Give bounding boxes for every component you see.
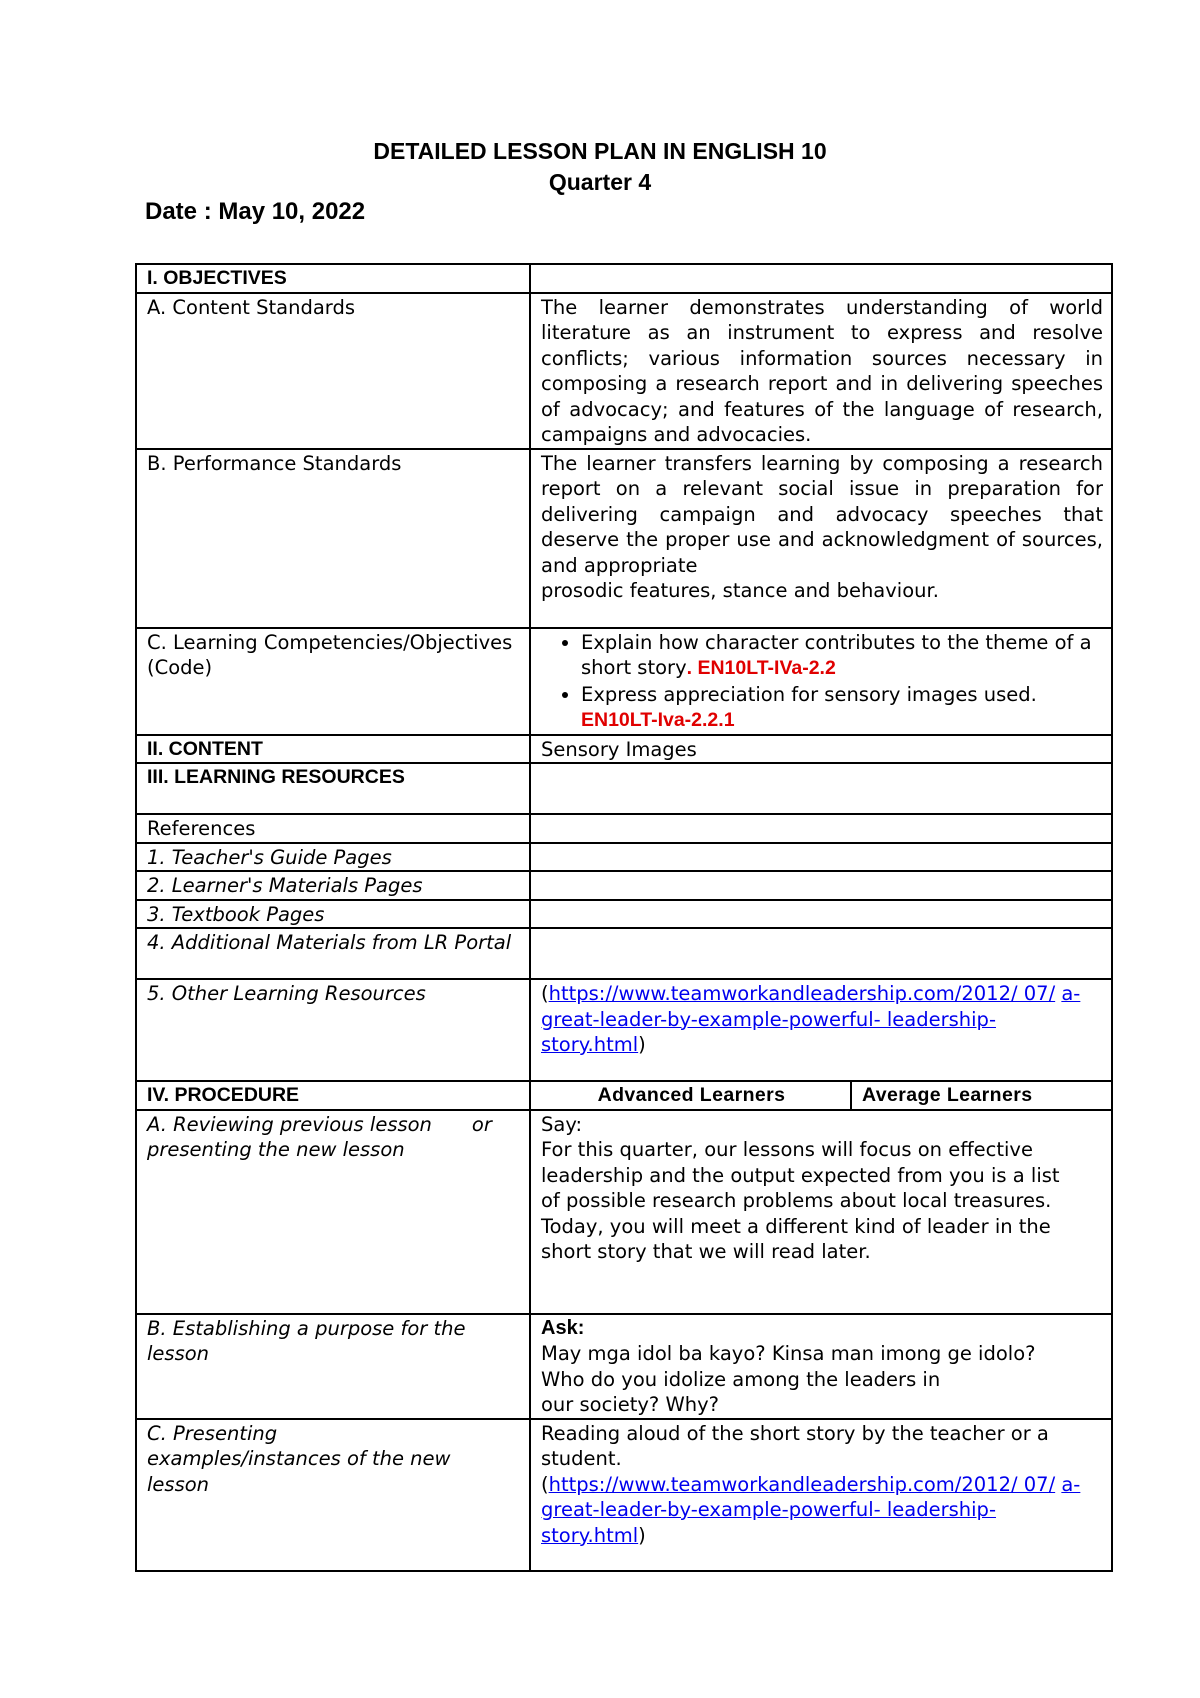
competency-code: EN10LT-IVa-2.2	[697, 657, 836, 679]
performance-standards-cell	[530, 449, 1112, 628]
competency-code: EN10LT-Iva-2.2.1	[581, 709, 735, 731]
quarter-label: Quarter 4	[548, 169, 652, 195]
ask-question: Who do you idolize among the leaders in our society? Why?	[541, 1367, 941, 1416]
learners-materials-empty-cell	[530, 871, 1112, 900]
document-title: DETAILED LESSON PLAN IN ENGLISH 10	[373, 138, 827, 164]
link-close-paren: )	[638, 1033, 646, 1056]
lesson-plan-table	[135, 263, 1113, 1572]
learning-resources-row	[136, 763, 1112, 814]
textbook-label: 3. Textbook Pages	[136, 900, 530, 929]
resource-link[interactable]: story.html	[541, 1523, 639, 1547]
other-resources-label: 5. Other Learning Resources	[136, 979, 530, 1081]
competency-item	[581, 682, 1103, 734]
learners-materials-row	[136, 871, 1112, 900]
objectives-empty-cell	[530, 264, 1112, 293]
reviewing-label	[136, 1110, 530, 1314]
resource-link[interactable]: story.html	[541, 1033, 639, 1056]
reviewing-label-end: presenting the new lesson	[147, 1138, 405, 1161]
competency-text: Explain how character contributes to the theme of a short story	[581, 630, 1092, 679]
ask-label: Ask:	[541, 1316, 585, 1339]
learning-resources-heading: III. LEARNING RESOURCES	[136, 763, 530, 814]
reviewing-label-start: A. Reviewing previous lesson	[147, 1112, 432, 1136]
reviewing-paragraph: For this quarter, our lessons will focus on effective leadership and the output expected from you is a list of possible research problems about local treasures.	[541, 1138, 1060, 1212]
content-row	[136, 735, 1112, 764]
average-learners-header: Average Learners	[851, 1081, 1112, 1110]
presenting-examples-label: C. Presenting examples/instances of the new lesson	[136, 1419, 530, 1571]
link-open-paren: (	[541, 982, 549, 1005]
presenting-examples-cell	[530, 1419, 1112, 1571]
reviewing-paragraph: Today, you will meet a different kind of leader in the short story that we will read later.	[541, 1214, 1051, 1263]
competencies-cell	[530, 628, 1112, 735]
learners-materials-label: 2. Learner's Materials Pages	[136, 871, 530, 900]
references-label: References	[136, 814, 530, 843]
reviewing-say: Say:	[541, 1112, 583, 1136]
establishing-purpose-label: B. Establishing a purpose for the lesson	[136, 1314, 530, 1419]
competencies-list	[541, 630, 1103, 734]
references-empty-cell	[530, 814, 1112, 843]
establishing-purpose-cell	[530, 1314, 1112, 1419]
link-close-paren: )	[638, 1523, 646, 1547]
reviewing-label-or: or	[471, 1112, 492, 1136]
competencies-row	[136, 628, 1112, 735]
procedure-heading: IV. PROCEDURE	[136, 1081, 530, 1110]
reviewing-cell	[530, 1110, 1112, 1314]
link-open-paren: (	[541, 1472, 549, 1496]
resource-link[interactable]: https://www.teamworkandleadership.com/2012/ 07/	[548, 982, 1056, 1005]
performance-standards-text: The learner transfers learning by composing a research report on a relevant social issue in preparation for delivering campaign and advocacy speeches that deserve the proper use and acknowledgment of sources, and appropriate	[541, 451, 1103, 577]
content-standards-text: The learner demonstrates understanding of world literature as an instrument to express and resolve conflicts; various information sources necessary in composing a research report and in delivering speeches of advocacy; and features of the language of research, campaigns and advocacies.	[530, 293, 1112, 449]
teachers-guide-row	[136, 843, 1112, 872]
references-row	[136, 814, 1112, 843]
teachers-guide-empty-cell	[530, 843, 1112, 872]
content-value: Sensory Images	[530, 735, 1112, 764]
presenting-examples-text: Reading aloud of the short story by the teacher or a student.	[541, 1421, 1049, 1470]
lesson-date: Date : May 10, 2022	[145, 198, 366, 225]
advanced-learners-header: Advanced Learners	[530, 1081, 851, 1110]
presenting-examples-link-block	[541, 1472, 1103, 1549]
additional-materials-label: 4. Additional Materials from LR Portal	[136, 928, 530, 979]
establishing-purpose-row	[136, 1314, 1112, 1419]
textbook-row	[136, 900, 1112, 929]
competencies-label: C. Learning Competencies/Objectives (Code)	[136, 628, 530, 735]
performance-standards-label: B. Performance Standards	[136, 449, 530, 628]
content-standards-row	[136, 293, 1112, 449]
presenting-examples-row	[136, 1419, 1112, 1571]
competency-text: Express appreciation for sensory images used.	[581, 682, 1037, 706]
procedure-header-row	[136, 1081, 1112, 1110]
additional-materials-empty-cell	[530, 928, 1112, 979]
objectives-heading: I. OBJECTIVES	[136, 264, 530, 293]
content-heading: II. CONTENT	[136, 735, 530, 764]
performance-standards-row	[136, 449, 1112, 628]
performance-standards-text-end: prosodic features, stance and behaviour.	[541, 579, 939, 602]
resource-link[interactable]: a-great-leader-by-example-powerful- leadership-	[541, 982, 1081, 1031]
ask-question: May mga idol ba kayo? Kinsa man imong ge idolo?	[541, 1342, 1036, 1365]
objectives-row	[136, 264, 1112, 293]
reviewing-row	[136, 1110, 1112, 1314]
additional-materials-row	[136, 928, 1112, 979]
competency-item	[581, 630, 1103, 682]
resource-link[interactable]: a-great-leader-by-example-powerful- leadership-	[541, 1472, 1081, 1521]
learning-resources-empty-cell	[530, 763, 1112, 814]
content-standards-label: A. Content Standards	[136, 293, 530, 449]
other-resources-row	[136, 979, 1112, 1081]
competency-separator: .	[686, 657, 698, 679]
other-resources-cell	[530, 979, 1112, 1081]
textbook-empty-cell	[530, 900, 1112, 929]
resource-link[interactable]: https://www.teamworkandleadership.com/2012/ 07/	[548, 1472, 1056, 1496]
teachers-guide-label: 1. Teacher's Guide Pages	[136, 843, 530, 872]
